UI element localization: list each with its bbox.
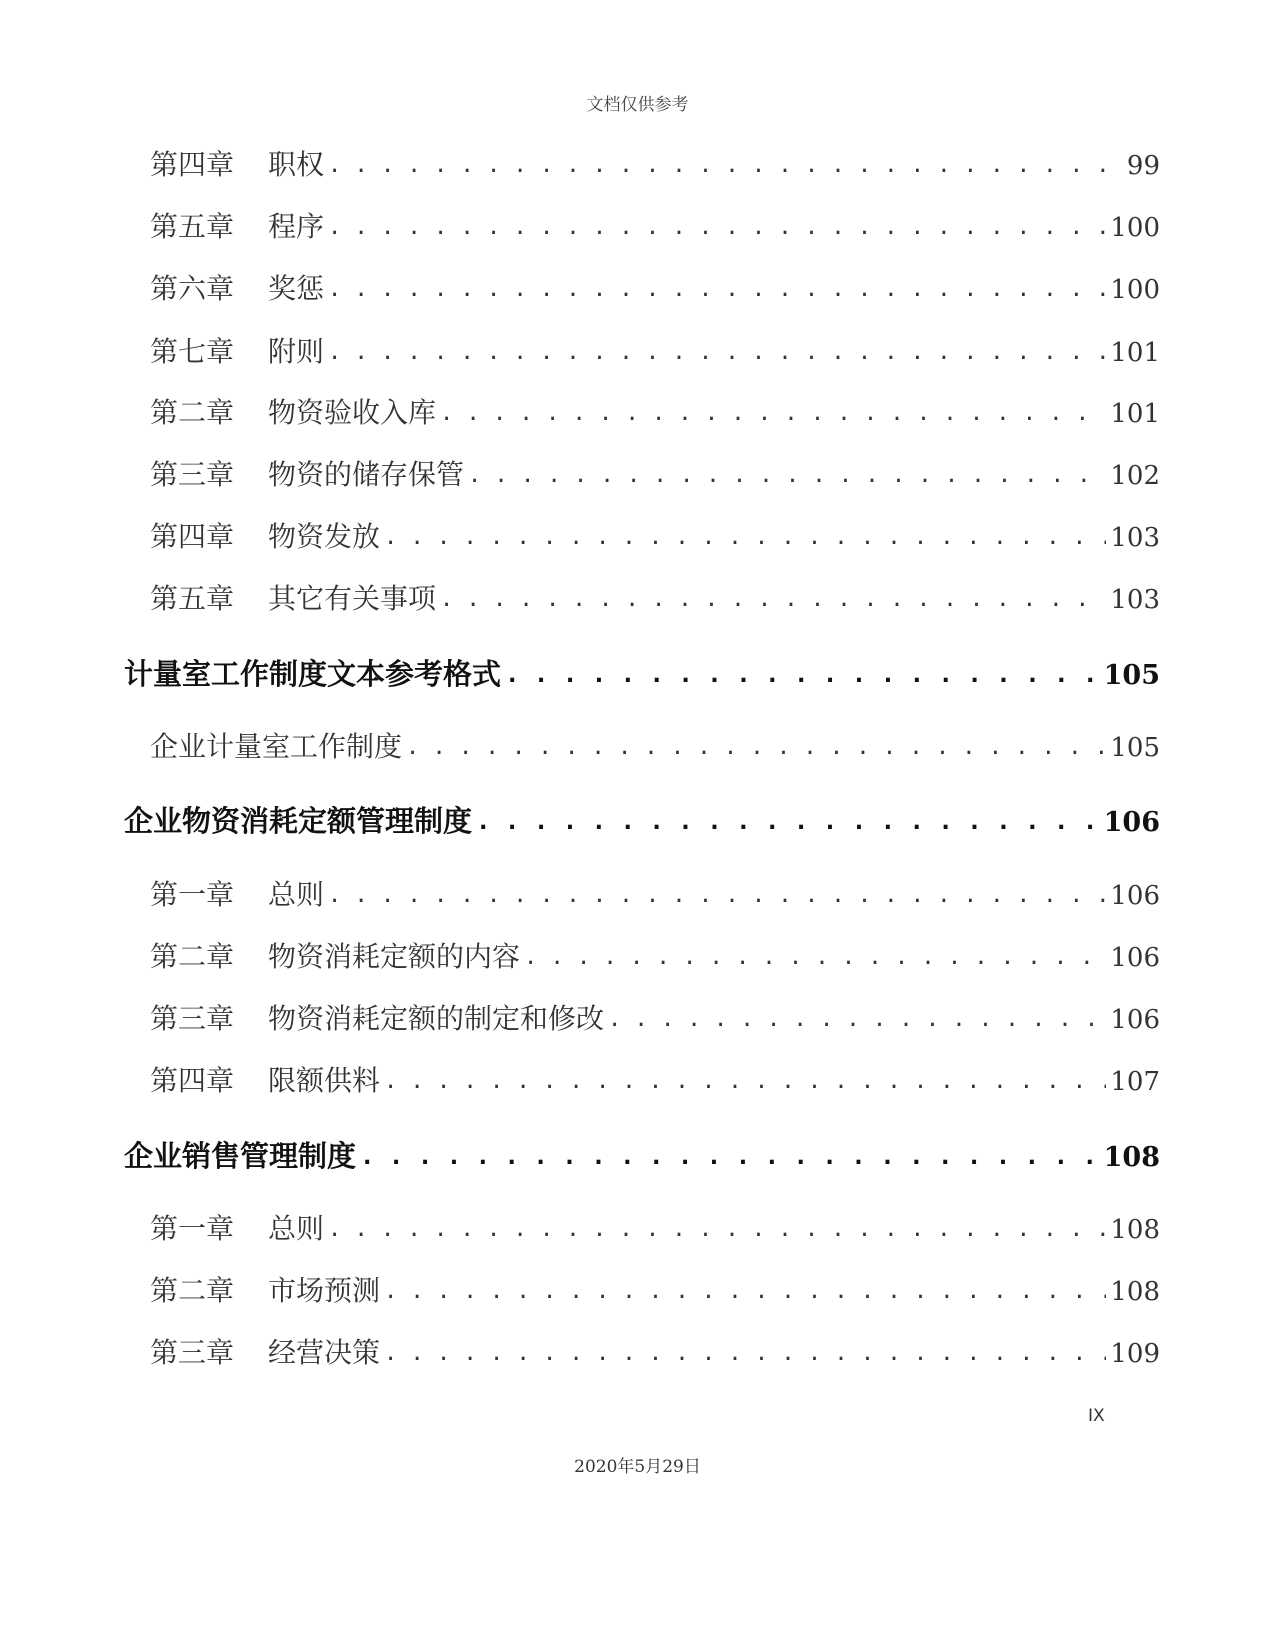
toc-leader bbox=[608, 1007, 1106, 1032]
toc-page-number: 100 bbox=[1110, 213, 1160, 243]
toc-title: 程序 bbox=[268, 210, 325, 243]
toc-page-number: 106 bbox=[1110, 881, 1160, 911]
toc-page-number: 105 bbox=[1110, 733, 1160, 763]
toc-entry[interactable] bbox=[150, 1269, 1160, 1309]
toc-chapter: 第一章 bbox=[150, 1212, 235, 1245]
toc-page-number: 101 bbox=[1110, 399, 1160, 429]
toc-title: 物资消耗定额的制定和修改 bbox=[268, 1002, 605, 1035]
toc-page-number: 108 bbox=[1110, 1277, 1160, 1307]
toc-leader bbox=[440, 587, 1106, 612]
toc-leader bbox=[360, 1142, 1100, 1170]
toc-entry[interactable] bbox=[150, 873, 1160, 913]
toc-page-number: 103 bbox=[1110, 523, 1160, 553]
page-number: IX bbox=[1088, 1406, 1105, 1426]
toc-leader bbox=[524, 945, 1106, 970]
toc-chapter: 第二章 bbox=[150, 1274, 235, 1307]
toc-chapter: 第二章 bbox=[150, 396, 235, 429]
toc-leader bbox=[328, 215, 1106, 240]
toc-leader bbox=[328, 883, 1106, 908]
toc-entry[interactable] bbox=[150, 577, 1160, 617]
toc-page-number: 108 bbox=[1110, 1215, 1160, 1245]
toc-chapter: 第四章 bbox=[150, 148, 235, 181]
toc-chapter: 第六章 bbox=[150, 272, 235, 305]
toc-chapter: 第五章 bbox=[150, 582, 235, 615]
toc-leader bbox=[505, 660, 1100, 688]
toc-title: 物资验收入库 bbox=[268, 396, 437, 429]
toc-chapter: 第二章 bbox=[150, 940, 235, 973]
toc-chapter: 第三章 bbox=[150, 458, 235, 491]
toc-title: 职权 bbox=[268, 148, 325, 181]
toc-title: 物资发放 bbox=[268, 520, 381, 553]
toc-leader bbox=[440, 401, 1106, 426]
toc-page-number: 99 bbox=[1126, 151, 1160, 181]
toc-chapter: 第三章 bbox=[150, 1336, 235, 1369]
toc-page-number: 105 bbox=[1103, 660, 1160, 691]
toc-leader bbox=[328, 277, 1106, 302]
toc-page-number: 106 bbox=[1110, 943, 1160, 973]
toc-chapter: 第五章 bbox=[150, 210, 235, 243]
toc-leader bbox=[328, 340, 1106, 365]
toc-title: 企业计量室工作制度 bbox=[150, 730, 403, 763]
toc-chapter: 第三章 bbox=[150, 1002, 235, 1035]
toc-section-title: 企业销售管理制度 bbox=[124, 1139, 357, 1173]
toc-chapter: 第一章 bbox=[150, 878, 235, 911]
toc-title: 限额供料 bbox=[268, 1064, 381, 1097]
toc-leader bbox=[384, 1279, 1106, 1304]
toc-title: 总则 bbox=[268, 1212, 325, 1245]
toc-entry[interactable] bbox=[150, 997, 1160, 1037]
toc-title: 奖惩 bbox=[268, 272, 325, 305]
toc-page-number: 106 bbox=[1103, 807, 1160, 838]
page-footer-date: 2020年5月29日 bbox=[574, 1457, 701, 1477]
toc-entry[interactable] bbox=[150, 1059, 1160, 1099]
toc-entry[interactable] bbox=[150, 1331, 1160, 1371]
toc-leader bbox=[476, 807, 1100, 835]
toc-page-number: 102 bbox=[1110, 461, 1160, 491]
toc-title: 市场预测 bbox=[268, 1274, 381, 1307]
toc-entry[interactable] bbox=[150, 935, 1160, 975]
toc-chapter: 第七章 bbox=[150, 335, 235, 368]
toc-entry[interactable] bbox=[150, 515, 1160, 555]
toc-title: 物资的储存保管 bbox=[268, 458, 465, 491]
toc-page-number: 109 bbox=[1110, 1339, 1160, 1369]
toc-page-number: 100 bbox=[1110, 275, 1160, 305]
toc-entry[interactable] bbox=[150, 453, 1160, 493]
toc-title: 总则 bbox=[268, 878, 325, 911]
toc-title: 附则 bbox=[268, 335, 325, 368]
toc-page-number: 101 bbox=[1110, 338, 1160, 368]
toc-page-number: 106 bbox=[1110, 1005, 1160, 1035]
toc-title: 物资消耗定额的内容 bbox=[268, 940, 521, 973]
toc-leader bbox=[468, 463, 1106, 488]
toc-entry[interactable] bbox=[150, 725, 1160, 765]
toc-section-entry[interactable] bbox=[124, 799, 1160, 839]
toc-entry[interactable] bbox=[150, 267, 1160, 307]
toc-leader bbox=[384, 525, 1106, 550]
page-header: 文档仅供参考 bbox=[586, 95, 689, 115]
toc-page-number: 103 bbox=[1110, 585, 1160, 615]
toc-title: 经营决策 bbox=[268, 1336, 381, 1369]
toc-entry[interactable] bbox=[150, 143, 1160, 183]
toc-section-title: 企业物资消耗定额管理制度 bbox=[124, 804, 473, 838]
toc-title: 其它有关事项 bbox=[268, 582, 437, 615]
toc-entry[interactable] bbox=[150, 205, 1160, 245]
toc-page-number: 108 bbox=[1103, 1142, 1160, 1173]
toc-entry[interactable] bbox=[150, 330, 1160, 370]
toc-section-title: 计量室工作制度文本参考格式 bbox=[124, 657, 502, 691]
toc-section-entry[interactable] bbox=[124, 652, 1160, 692]
toc-chapter: 第四章 bbox=[150, 1064, 235, 1097]
toc-section-entry[interactable] bbox=[124, 1134, 1160, 1174]
toc-leader bbox=[406, 735, 1106, 760]
toc-leader bbox=[328, 153, 1123, 178]
toc-leader bbox=[328, 1217, 1106, 1242]
toc-leader bbox=[384, 1069, 1106, 1094]
toc-page-number: 107 bbox=[1110, 1067, 1160, 1097]
toc-entry[interactable] bbox=[150, 391, 1160, 431]
toc-chapter: 第四章 bbox=[150, 520, 235, 553]
toc-leader bbox=[384, 1341, 1106, 1366]
toc-entry[interactable] bbox=[150, 1207, 1160, 1247]
